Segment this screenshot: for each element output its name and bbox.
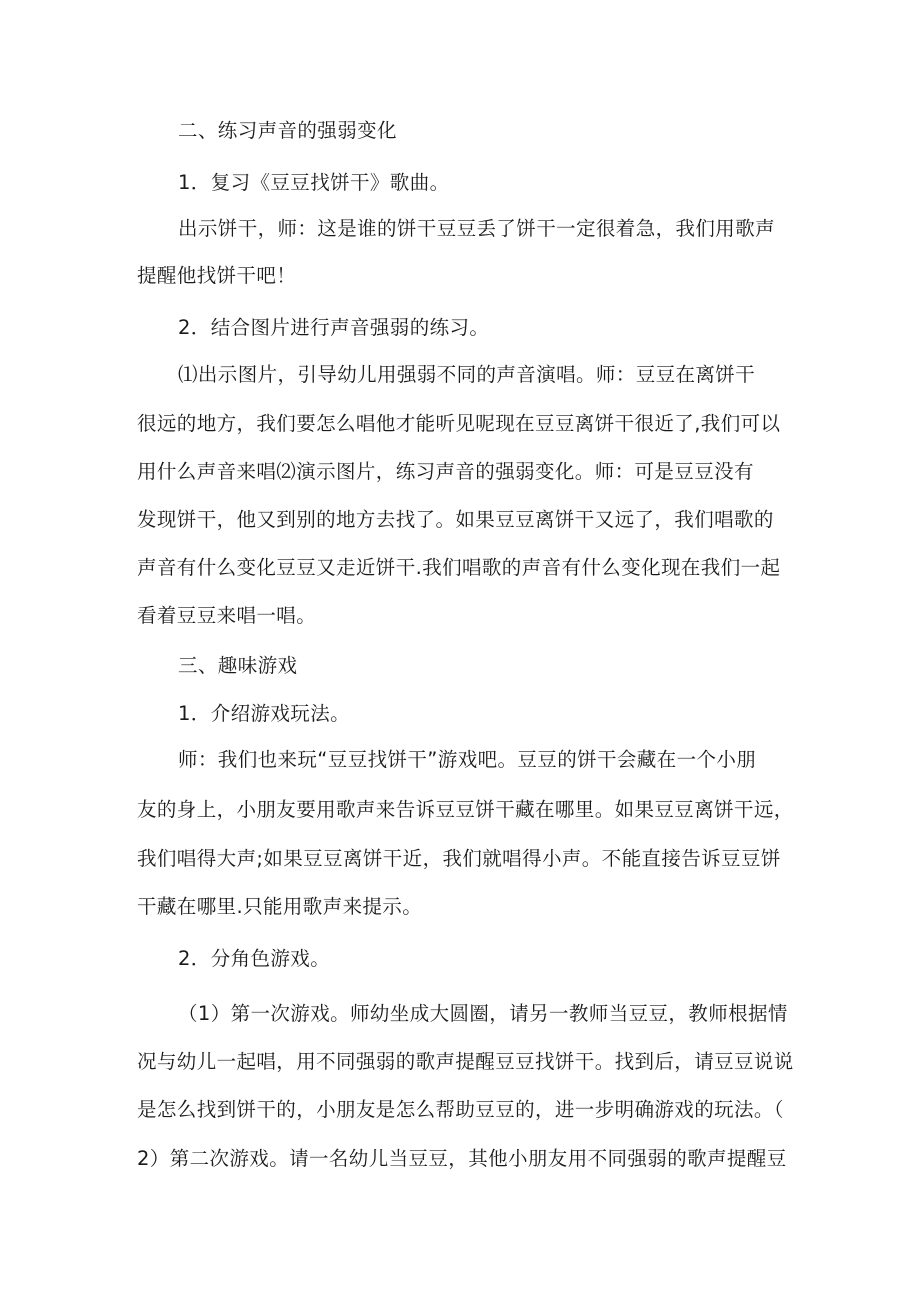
numbered-item: 2．分角色游戏。: [178, 947, 331, 970]
paragraph-line: ⑴出示图片，引导幼儿用强弱不同的声音演唱。师：豆豆在离饼干: [178, 363, 756, 386]
paragraph-line: 提醒他找饼干吧！: [137, 264, 297, 287]
paragraph-line: 师：我们也来玩“豆豆找饼干”游戏吧。豆豆的饼干会藏在一个小朋: [178, 748, 757, 771]
numbered-item: 1．复习《豆豆找饼干》歌曲。: [178, 171, 450, 194]
section-heading-2: 二、练习声音的强弱变化: [178, 119, 397, 142]
paragraph-line: 声音有什么变化豆豆又走近饼干.我们唱歌的声音有什么变化现在我们一起: [137, 556, 781, 579]
paragraph-line: （1）第一次游戏。师幼坐成大圆圈，请另一教师当豆豆，教师根据情: [178, 1002, 788, 1025]
paragraph-line: 出示饼干，师：这是谁的饼干豆豆丢了饼干一定很着急，我们用歌声: [178, 217, 776, 240]
paragraph-line: 2）第二次游戏。请一名幼儿当豆豆，其他小朋友用不同强弱的歌声提醒豆: [137, 1147, 787, 1170]
paragraph-line: 我们唱得大声;如果豆豆离饼干近，我们就唱得小声。不能直接告诉豆豆饼: [137, 847, 781, 870]
paragraph-line: 看着豆豆来唱一唱。: [137, 604, 317, 627]
paragraph-line: 况与幼儿一起唱，用不同强弱的歌声提醒豆豆找饼干。找到后，请豆豆说说: [137, 1050, 794, 1073]
paragraph-line: 干藏在哪里.只能用歌声来提示。: [137, 895, 423, 918]
paragraph-line: 很远的地方，我们要怎么唱他才能听见呢现在豆豆离饼干很近了,我们可以: [137, 412, 781, 435]
numbered-item: 2．结合图片进行声音强弱的练习。: [178, 316, 490, 339]
paragraph-line: 是怎么找到饼干的，小朋友是怎么帮助豆豆的，进一步明确游戏的玩法。（: [137, 1098, 784, 1121]
paragraph-line: 友的身上，小朋友要用歌声来告诉豆豆饼干藏在哪里。如果豆豆离饼干远，: [137, 798, 794, 821]
section-heading-3: 三、趣味游戏: [178, 654, 298, 677]
paragraph-line: 用什么声音来唱⑵演示图片，练习声音的强弱变化。师：可是豆豆没有: [137, 460, 754, 483]
paragraph-line: 发现饼干，他又到别的地方去找了。如果豆豆离饼干又远了，我们唱歌的: [137, 508, 774, 531]
numbered-item: 1．介绍游戏玩法。: [178, 702, 351, 725]
